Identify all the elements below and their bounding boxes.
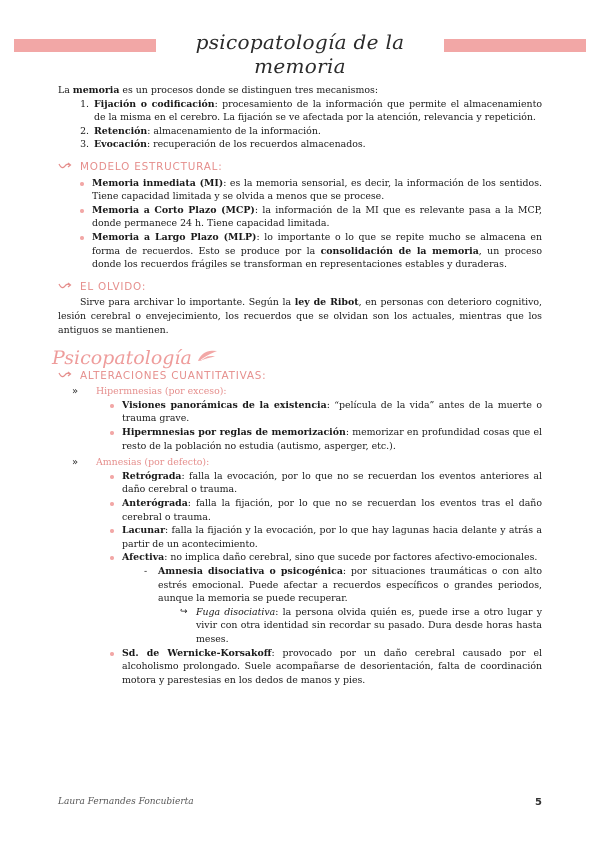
list-item (144, 565, 542, 647)
item-text: : provocado por un daño cerebral causado por el alcoholismo prolongado. Suele acompañarse de desorientación, falta de coordinación motora y parestesias en los dedos de manos y pies. (122, 647, 542, 686)
item-text: : por situaciones traumáticas o con alto estrés emocional. Puede afectar a recuerdos específicos o grandes periodos, aunque la memoria se puede recuperar. (158, 566, 543, 605)
page-footer (58, 797, 542, 811)
item-term: Hipermnesias por reglas de memorización (122, 427, 346, 439)
hipermnesias-label-row (72, 385, 542, 399)
mechanism-term: Evocación (94, 139, 147, 151)
item-text: : lo importante o lo que se repite mucho se almacena en forma de recuerdos. Esto se produce por la (92, 231, 542, 257)
amnesias-block (72, 456, 542, 687)
item-text: : falla la evocación, por lo que no se recuerdan los eventos anteriores al daño cerebral o trauma. (122, 470, 542, 496)
item-term: Afectiva (122, 552, 165, 564)
hipermnesias-block (72, 385, 542, 453)
intro-paragraph (58, 84, 542, 98)
intro-pre: La (58, 85, 73, 96)
item-term: Retrógrada (122, 470, 182, 482)
curly-arrow-icon (58, 161, 80, 175)
title-band-right (444, 39, 586, 52)
mechanisms-list (92, 98, 542, 152)
mechanism-term: Retención (94, 125, 148, 137)
big-heading-text: Psicopatología (52, 346, 192, 369)
mechanism-term: Fijación o codificación (94, 98, 215, 110)
list-item (180, 606, 542, 647)
title-band-left (14, 39, 156, 52)
item-text: : la información de la MI que es relevante pasa a la MCP, donde permanece 24 h. Tiene capacidad limitada. (92, 204, 542, 230)
disociativa-sublist (180, 606, 542, 647)
mechanism-text: : procesamiento de la información que permite el almacenamiento de la misma en el cerebro. La fijación se ve afectada por la atención, relevancia y repetición. (94, 98, 543, 124)
item-text: : es la memoria sensorial, es decir, la información de los sentidos. Tiene capacidad limitada y se olvida a menos que se procese. (92, 177, 542, 203)
section-heading-modelo (58, 161, 542, 175)
page-title: psicopatología de la memoria (195, 30, 405, 78)
section-heading-alteraciones (58, 370, 542, 384)
olvido-post: , en personas con deterioro cognitivo, lesión cerebral o envejecimiento, los recuerdos que se olvidan son los actuales, mientras que los antiguos se mantienen. (58, 297, 543, 336)
list-item (110, 470, 542, 497)
page-number: 5 (535, 797, 542, 808)
afectiva-sublist (144, 565, 542, 647)
wing-icon (196, 349, 218, 368)
mechanism-text: : recuperación de los recuerdos almacenados. (146, 139, 366, 151)
title-bar (0, 30, 600, 78)
list-item (110, 497, 542, 524)
hook-arrow-icon: ↪ (180, 606, 188, 617)
item-term: Fuga disociativa (196, 606, 276, 618)
olvido-paragraph (58, 296, 542, 337)
olvido-term: ley de Ribot (294, 297, 359, 309)
item-term: Memoria a Largo Plazo (MLP) (92, 231, 257, 243)
amnesias-label: Amnesias (por defecto): (96, 457, 210, 469)
chevron-double-right-icon: » (72, 386, 79, 398)
item-text: : no implica daño cerebral, sino que sucede por factores afectivo-emocionales. (164, 552, 538, 564)
psicopatologia-heading (52, 346, 542, 369)
list-item (92, 125, 542, 139)
section-heading-text: ALTERACIONES CUANTITATIVAS: (80, 369, 267, 382)
curly-arrow-icon (58, 281, 80, 295)
list-item (92, 138, 542, 152)
section-heading-olvido (58, 281, 542, 295)
list-item (110, 524, 542, 551)
list-item (80, 231, 542, 272)
section-heading-text: MODELO ESTRUCTURAL: (80, 160, 223, 173)
item-term: Lacunar (122, 525, 166, 537)
item-text: , un proceso donde los recuerdos frágiles se transforman en representaciones estables y duraderas. (92, 245, 543, 271)
olvido-pre: Sirve para archivar lo importante. Según la (80, 297, 295, 309)
item-term: Anterógrada (122, 498, 188, 510)
list-item (110, 647, 542, 688)
list-item (80, 177, 542, 204)
hipermnesias-label: Hipermnesias (por exceso): (96, 386, 227, 398)
item-text: : “película de la vida” antes de la muerte o trauma grave. (122, 399, 542, 425)
document-body (52, 84, 543, 687)
item-term: Memoria a Corto Plazo (MCP) (92, 204, 255, 216)
intro-term: memoria (72, 85, 120, 96)
item-text: : falla la fijación y la evocación, por lo que hay lagunas hacia delante y atrás a partir de un acontecimiento. (122, 525, 542, 550)
amnesias-label-row (72, 456, 542, 470)
item-term: Memoria inmediata (MI) (92, 177, 224, 189)
list-item (110, 551, 542, 646)
item-text: : falla la fijación, por lo que no se recuerdan los eventos tras el daño cerebral o trauma. (122, 498, 542, 523)
item-term: consolidación de la memoria (320, 245, 479, 257)
item-text: : la persona olvida quién es, puede irse a otro lugar y vivir con otra identidad sin recordar su pasado. Dura desde horas hasta meses. (196, 606, 542, 645)
list-item (110, 399, 542, 426)
item-term: Visiones panorámicas de la existencia (122, 399, 327, 411)
intro-post: es un procesos donde se distinguen tres mecanismos: (119, 85, 378, 96)
list-item (92, 98, 542, 125)
hipermnesias-list (110, 399, 542, 453)
item-text: : memorizar en profundidad cosas que el resto de la población no estudia (autismo, asperger, etc.). (122, 427, 543, 452)
amnesias-list (110, 470, 542, 688)
section-heading-text: EL OLVIDO: (80, 280, 147, 293)
list-item (80, 204, 542, 231)
footer-author: Laura Fernandes Foncubierta (58, 797, 194, 807)
curly-arrow-icon (58, 370, 80, 384)
item-term: Sd. de Wernicke-Korsakoff (122, 647, 272, 659)
modelo-list (80, 177, 542, 272)
mechanism-text: : almacenamiento de la información. (147, 125, 321, 137)
list-item (110, 426, 542, 453)
chevron-double-right-icon: » (72, 457, 79, 469)
item-term: Amnesia disociativa o psicogénica (158, 566, 343, 577)
